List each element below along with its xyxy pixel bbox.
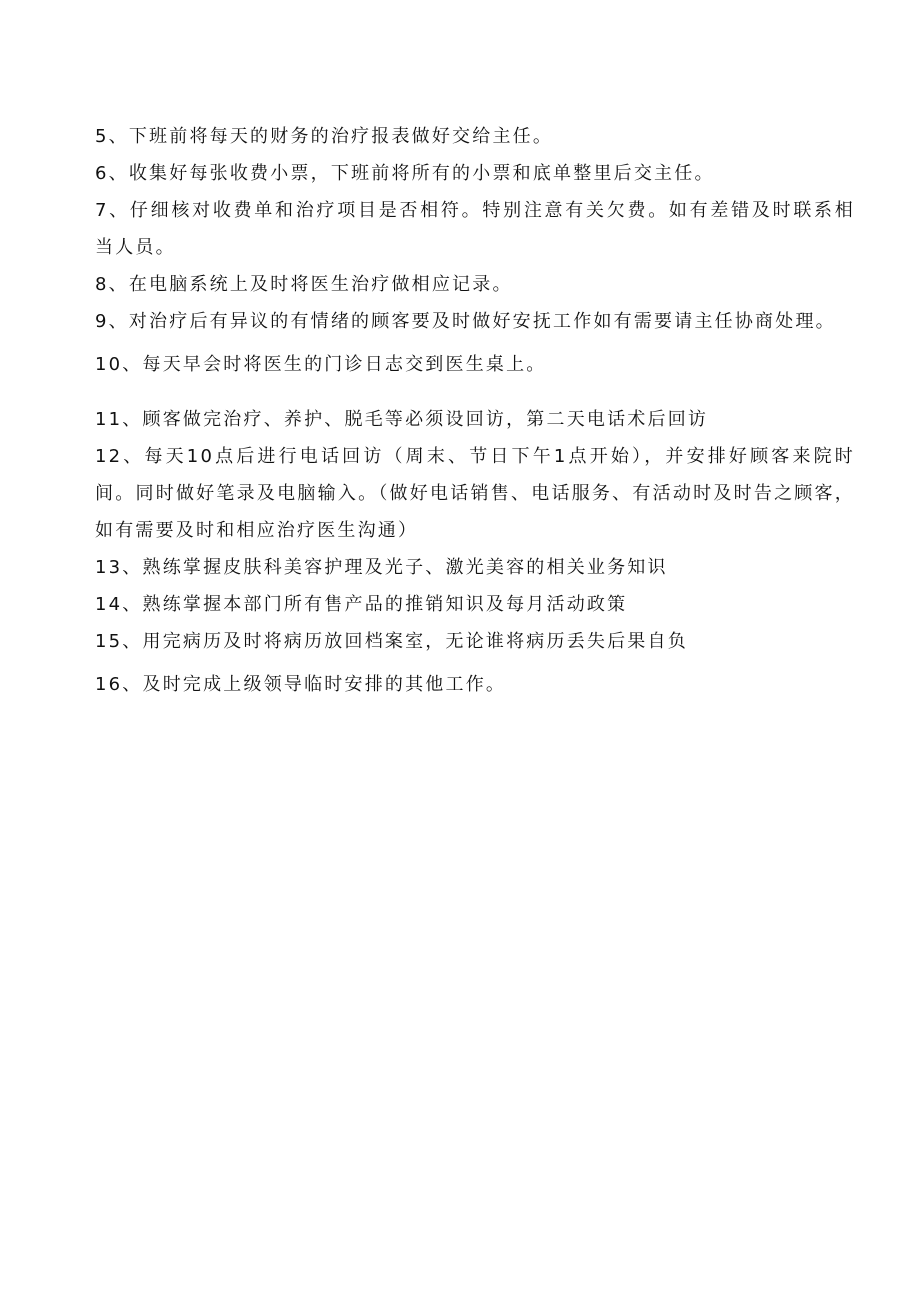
list-item-16: 16、及时完成上级领导临时安排的其他工作。 xyxy=(95,674,507,695)
list-item-10: 10、每天早会时将医生的门诊日志交到医生桌上。 xyxy=(95,354,547,375)
list-item-7: 7、仔细核对收费单和治疗项目是否相符。特别注意有关欠费。如有差错及时联系相当人员。 xyxy=(95,200,855,258)
list-item-9: 9、对治疗后有异议的有情绪的顾客要及时做好安抚工作如有需要请主任协商处理。 xyxy=(95,311,836,332)
list-item-12: 12、每天10点后进行电话回访（周末、节日下午1点开始），并安排好顾客来院时间。同时做好笔录及电脑输入。（做好电话销售、电话服务、有活动时及时告之顾客，如有需要及时和相应治疗医生沟通） xyxy=(95,446,855,541)
list-item-5: 5、下班前将每天的财务的治疗报表做好交给主任。 xyxy=(95,126,554,147)
document-body xyxy=(95,118,855,703)
list-item-15: 15、用完病历及时将病历放回档案室，无论谁将病历丢失后果自负 xyxy=(95,631,688,652)
list-item-11: 11、顾客做完治疗、养护、脱毛等必须设回访，第二天电话术后回访 xyxy=(95,409,709,430)
list-item-6: 6、收集好每张收费小票，下班前将所有的小票和底单整里后交主任。 xyxy=(95,163,715,184)
list-item-8: 8、在电脑系统上及时将医生治疗做相应记录。 xyxy=(95,274,513,295)
list-item-13: 13、熟练掌握皮肤科美容护理及光子、激光美容的相关业务知识 xyxy=(95,557,668,578)
list-item-14: 14、熟练掌握本部门所有售产品的推销知识及每月活动政策 xyxy=(95,594,628,615)
